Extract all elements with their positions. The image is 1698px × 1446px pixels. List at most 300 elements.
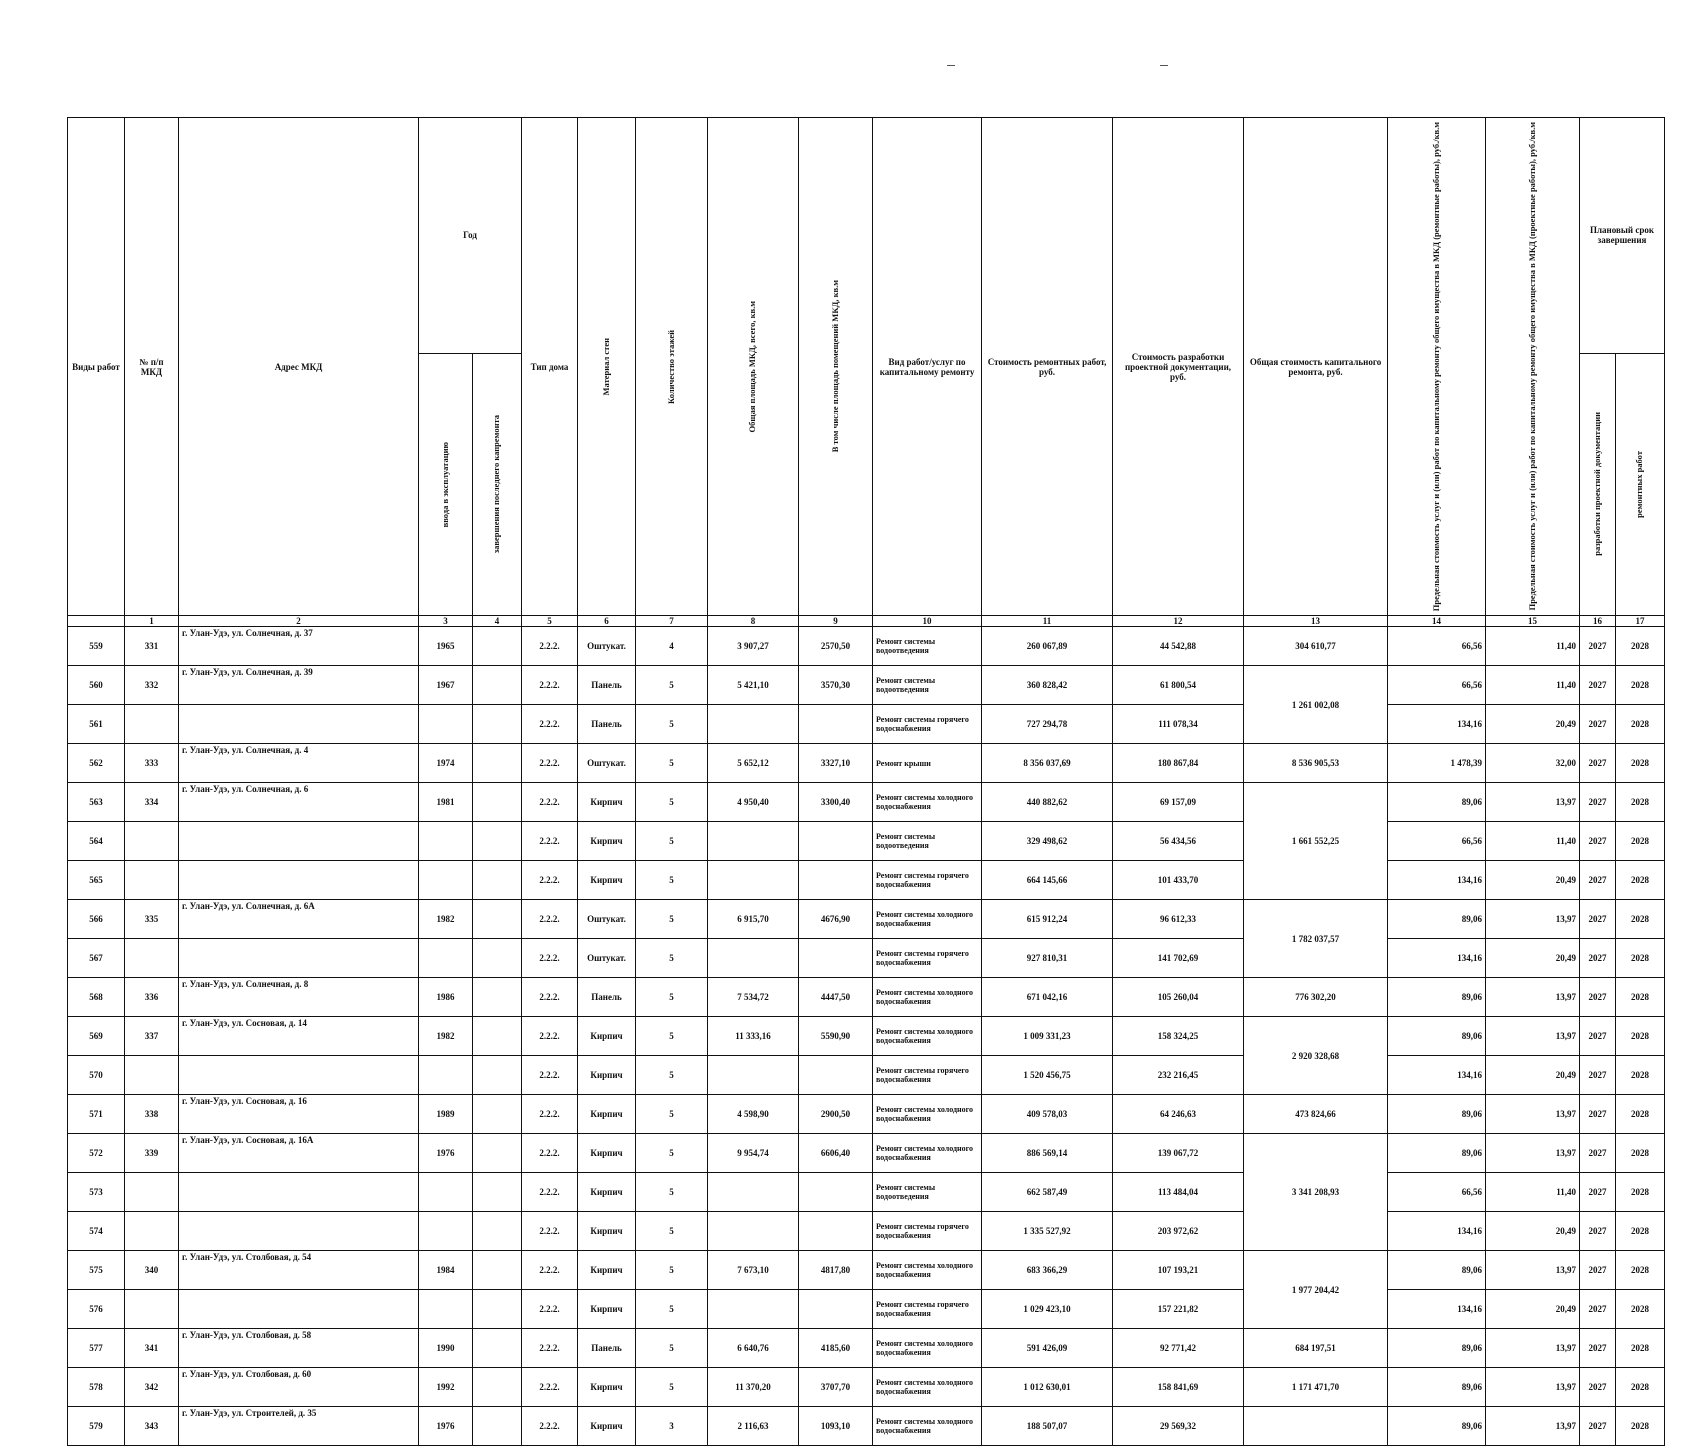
row-deadline-repair: 2028 xyxy=(1616,1407,1665,1446)
row-mkd-number: 332 xyxy=(125,666,179,705)
column-number: 14 xyxy=(1388,616,1486,627)
row-floors: 3 xyxy=(636,1407,708,1446)
row-address: г. Улан-Удэ, ул. Столбовая, д. 54 xyxy=(179,1251,419,1290)
row-premises-area: 4185,60 xyxy=(799,1329,873,1368)
header-house-type: Тип дома xyxy=(522,118,578,616)
row-mkd-number: 335 xyxy=(125,900,179,939)
row-work-number: 567 xyxy=(68,939,125,978)
row-total-area: 4 598,90 xyxy=(708,1095,799,1134)
row-limit-cost-design: 13,97 xyxy=(1486,1134,1580,1173)
column-number: 2 xyxy=(179,616,419,627)
row-year-commission: 1992 xyxy=(419,1368,473,1407)
row-deadline-design: 2027 xyxy=(1580,1368,1616,1407)
header-limit-cost-design: Предельная стоимость услуг и (или) работ по капитальному ремонту общего имущества в МКД (проектные работы), руб./кв.м xyxy=(1486,118,1580,616)
row-deadline-repair: 2028 xyxy=(1616,900,1665,939)
row-house-type: 2.2.2. xyxy=(522,1173,578,1212)
row-address xyxy=(179,1212,419,1251)
row-year-commission: 1974 xyxy=(419,744,473,783)
column-number: 1 xyxy=(125,616,179,627)
row-work-number: 568 xyxy=(68,978,125,1017)
table-row xyxy=(68,1095,1665,1134)
row-year-last-repair xyxy=(473,1290,522,1329)
row-limit-cost-design: 11,40 xyxy=(1486,666,1580,705)
row-total-area: 11 333,16 xyxy=(708,1017,799,1056)
row-floors: 5 xyxy=(636,939,708,978)
row-work-number: 577 xyxy=(68,1329,125,1368)
row-floors: 5 xyxy=(636,666,708,705)
row-deadline-design: 2027 xyxy=(1580,783,1616,822)
row-floors: 5 xyxy=(636,1251,708,1290)
row-limit-cost-design: 20,49 xyxy=(1486,1290,1580,1329)
row-premises-area xyxy=(799,1212,873,1251)
row-mkd-number: 337 xyxy=(125,1017,179,1056)
header-year-commission: ввода в эксплуатацию xyxy=(419,353,473,616)
row-floors: 5 xyxy=(636,1212,708,1251)
row-year-last-repair xyxy=(473,861,522,900)
row-work-number: 576 xyxy=(68,1290,125,1329)
column-number xyxy=(68,616,125,627)
header-limit-cost-repair: Предельная стоимость услуг и (или) работ по капитальному ремонту общего имущества в МКД (ремонтные работы), руб./кв.м xyxy=(1388,118,1486,616)
row-total-area xyxy=(708,1212,799,1251)
row-premises-area xyxy=(799,939,873,978)
row-house-type: 2.2.2. xyxy=(522,1056,578,1095)
table-row xyxy=(68,627,1665,666)
row-limit-cost-design: 32,00 xyxy=(1486,744,1580,783)
row-wall-material: Кирпич xyxy=(578,1017,636,1056)
row-year-commission: 1982 xyxy=(419,1017,473,1056)
row-mkd-number: 338 xyxy=(125,1095,179,1134)
row-address xyxy=(179,822,419,861)
row-design-cost: 92 771,42 xyxy=(1113,1329,1244,1368)
row-mkd-number: 343 xyxy=(125,1407,179,1446)
row-work-type: Ремонт системы холодного водоснабжения xyxy=(873,1251,982,1290)
row-repair-cost: 260 067,89 xyxy=(982,627,1113,666)
row-total-area: 7 673,10 xyxy=(708,1251,799,1290)
row-limit-cost-design: 11,40 xyxy=(1486,822,1580,861)
row-wall-material: Оштукат. xyxy=(578,900,636,939)
row-house-type: 2.2.2. xyxy=(522,705,578,744)
row-floors: 5 xyxy=(636,1173,708,1212)
row-year-commission: 1965 xyxy=(419,627,473,666)
row-total-area: 6 640,76 xyxy=(708,1329,799,1368)
row-floors: 5 xyxy=(636,705,708,744)
row-year-commission xyxy=(419,1173,473,1212)
row-deadline-design: 2027 xyxy=(1580,1251,1616,1290)
row-total-area: 5 652,12 xyxy=(708,744,799,783)
row-repair-cost: 188 507,07 xyxy=(982,1407,1113,1446)
row-year-commission xyxy=(419,1290,473,1329)
row-mkd-number xyxy=(125,861,179,900)
table-row xyxy=(68,1173,1665,1212)
row-total-area xyxy=(708,1173,799,1212)
row-work-type: Ремонт системы водоотведения xyxy=(873,666,982,705)
row-repair-cost: 8 356 037,69 xyxy=(982,744,1113,783)
table-row xyxy=(68,978,1665,1017)
row-wall-material: Кирпич xyxy=(578,1056,636,1095)
row-address: г. Улан-Удэ, ул. Строителей, д. 35 xyxy=(179,1407,419,1446)
row-house-type: 2.2.2. xyxy=(522,1212,578,1251)
table-row xyxy=(68,939,1665,978)
row-total-area: 2 116,63 xyxy=(708,1407,799,1446)
row-work-type: Ремонт системы водоотведения xyxy=(873,822,982,861)
row-total-cost: 1 171 471,70 xyxy=(1244,1368,1388,1407)
row-work-type: Ремонт системы холодного водоснабжения xyxy=(873,1017,982,1056)
row-mkd-number: 340 xyxy=(125,1251,179,1290)
row-design-cost: 232 216,45 xyxy=(1113,1056,1244,1095)
row-floors: 5 xyxy=(636,1017,708,1056)
row-wall-material: Кирпич xyxy=(578,1251,636,1290)
row-deadline-repair: 2028 xyxy=(1616,744,1665,783)
row-work-type: Ремонт системы водоотведения xyxy=(873,1173,982,1212)
row-deadline-repair: 2028 xyxy=(1616,1212,1665,1251)
row-house-type: 2.2.2. xyxy=(522,1368,578,1407)
row-address xyxy=(179,1056,419,1095)
row-wall-material: Панель xyxy=(578,1329,636,1368)
row-deadline-design: 2027 xyxy=(1580,1134,1616,1173)
row-work-type: Ремонт системы холодного водоснабжения xyxy=(873,978,982,1017)
row-address xyxy=(179,1290,419,1329)
header-repair-cost: Стоимость ремонтных работ, руб. xyxy=(982,118,1113,616)
row-address: г. Улан-Удэ, ул. Солнечная, д. 8 xyxy=(179,978,419,1017)
table-row xyxy=(68,900,1665,939)
row-premises-area xyxy=(799,822,873,861)
row-mkd-number xyxy=(125,822,179,861)
table-row xyxy=(68,822,1665,861)
row-year-commission xyxy=(419,861,473,900)
header-design-cost: Стоимость разработки проектной документации, руб. xyxy=(1113,118,1244,616)
column-number: 11 xyxy=(982,616,1113,627)
row-deadline-repair: 2028 xyxy=(1616,783,1665,822)
row-total-area xyxy=(708,705,799,744)
header-row xyxy=(68,118,1665,354)
table-body xyxy=(68,627,1665,1446)
row-deadline-design: 2027 xyxy=(1580,1173,1616,1212)
column-number: 5 xyxy=(522,616,578,627)
row-total-cost: 1 782 037,57 xyxy=(1244,900,1388,978)
row-year-last-repair xyxy=(473,1368,522,1407)
column-number: 8 xyxy=(708,616,799,627)
row-premises-area: 2900,50 xyxy=(799,1095,873,1134)
row-limit-cost-repair: 1 478,39 xyxy=(1388,744,1486,783)
row-design-cost: 69 157,09 xyxy=(1113,783,1244,822)
row-year-last-repair xyxy=(473,666,522,705)
row-deadline-design: 2027 xyxy=(1580,1212,1616,1251)
row-floors: 5 xyxy=(636,1134,708,1173)
row-year-commission: 1976 xyxy=(419,1134,473,1173)
row-year-last-repair xyxy=(473,1134,522,1173)
row-house-type: 2.2.2. xyxy=(522,822,578,861)
row-design-cost: 101 433,70 xyxy=(1113,861,1244,900)
row-limit-cost-repair: 66,56 xyxy=(1388,627,1486,666)
row-limit-cost-repair: 66,56 xyxy=(1388,822,1486,861)
row-house-type: 2.2.2. xyxy=(522,783,578,822)
row-wall-material: Кирпич xyxy=(578,1212,636,1251)
table-row xyxy=(68,1212,1665,1251)
row-year-commission xyxy=(419,1212,473,1251)
column-number: 16 xyxy=(1580,616,1616,627)
row-design-cost: 139 067,72 xyxy=(1113,1134,1244,1173)
row-house-type: 2.2.2. xyxy=(522,1407,578,1446)
capital-repair-table xyxy=(67,117,1665,1446)
row-total-cost: 776 302,20 xyxy=(1244,978,1388,1017)
row-limit-cost-repair: 66,56 xyxy=(1388,1173,1486,1212)
row-house-type: 2.2.2. xyxy=(522,1017,578,1056)
row-repair-cost: 683 366,29 xyxy=(982,1251,1113,1290)
table-row xyxy=(68,1251,1665,1290)
row-limit-cost-design: 13,97 xyxy=(1486,1095,1580,1134)
row-year-last-repair xyxy=(473,1056,522,1095)
row-mkd-number: 334 xyxy=(125,783,179,822)
header-deadline-repair: ремонтных работ xyxy=(1616,353,1665,616)
row-design-cost: 44 542,88 xyxy=(1113,627,1244,666)
row-wall-material: Панель xyxy=(578,705,636,744)
row-address xyxy=(179,861,419,900)
row-repair-cost: 409 578,03 xyxy=(982,1095,1113,1134)
row-design-cost: 203 972,62 xyxy=(1113,1212,1244,1251)
row-total-area: 9 954,74 xyxy=(708,1134,799,1173)
row-year-last-repair xyxy=(473,1251,522,1290)
row-limit-cost-design: 13,97 xyxy=(1486,783,1580,822)
row-limit-cost-design: 13,97 xyxy=(1486,900,1580,939)
table-row xyxy=(68,1134,1665,1173)
row-mkd-number: 336 xyxy=(125,978,179,1017)
header-deadline-design: разработки проектной документации xyxy=(1580,353,1616,616)
row-floors: 5 xyxy=(636,978,708,1017)
row-repair-cost: 1 520 456,75 xyxy=(982,1056,1113,1095)
row-total-cost: 1 977 204,42 xyxy=(1244,1251,1388,1329)
row-deadline-repair: 2028 xyxy=(1616,1095,1665,1134)
row-design-cost: 64 246,63 xyxy=(1113,1095,1244,1134)
row-mkd-number xyxy=(125,1173,179,1212)
row-limit-cost-repair: 134,16 xyxy=(1388,939,1486,978)
row-deadline-repair: 2028 xyxy=(1616,939,1665,978)
row-year-commission: 1967 xyxy=(419,666,473,705)
row-mkd-number xyxy=(125,939,179,978)
row-deadline-design: 2027 xyxy=(1580,1329,1616,1368)
row-total-cost: 1 261 002,08 xyxy=(1244,666,1388,744)
row-design-cost: 107 193,21 xyxy=(1113,1251,1244,1290)
row-deadline-repair: 2028 xyxy=(1616,1017,1665,1056)
row-deadline-design: 2027 xyxy=(1580,978,1616,1017)
row-year-last-repair xyxy=(473,1407,522,1446)
header-year-last-repair: завершения последнего капремонта xyxy=(473,353,522,616)
table-row xyxy=(68,1017,1665,1056)
row-design-cost: 96 612,33 xyxy=(1113,900,1244,939)
row-year-last-repair xyxy=(473,783,522,822)
row-house-type: 2.2.2. xyxy=(522,744,578,783)
row-work-type: Ремонт системы горячего водоснабжения xyxy=(873,939,982,978)
row-house-type: 2.2.2. xyxy=(522,861,578,900)
row-limit-cost-repair: 134,16 xyxy=(1388,1056,1486,1095)
row-house-type: 2.2.2. xyxy=(522,666,578,705)
row-premises-area: 3707,70 xyxy=(799,1368,873,1407)
table-row xyxy=(68,861,1665,900)
column-number: 17 xyxy=(1616,616,1665,627)
row-floors: 4 xyxy=(636,627,708,666)
row-deadline-design: 2027 xyxy=(1580,705,1616,744)
row-wall-material: Оштукат. xyxy=(578,939,636,978)
row-work-number: 563 xyxy=(68,783,125,822)
row-year-last-repair xyxy=(473,822,522,861)
row-limit-cost-repair: 89,06 xyxy=(1388,1251,1486,1290)
row-deadline-design: 2027 xyxy=(1580,939,1616,978)
header-premises-area: В том числе площадь помещений МКД, кв.м xyxy=(799,118,873,616)
scan-mark xyxy=(947,65,955,66)
row-year-commission xyxy=(419,939,473,978)
row-year-commission: 1986 xyxy=(419,978,473,1017)
row-design-cost: 29 569,32 xyxy=(1113,1407,1244,1446)
row-limit-cost-design: 20,49 xyxy=(1486,939,1580,978)
column-number: 9 xyxy=(799,616,873,627)
row-wall-material: Кирпич xyxy=(578,1290,636,1329)
row-total-cost: 1 661 552,25 xyxy=(1244,783,1388,900)
row-floors: 5 xyxy=(636,1368,708,1407)
row-limit-cost-design: 13,97 xyxy=(1486,1017,1580,1056)
row-deadline-repair: 2028 xyxy=(1616,978,1665,1017)
table-row xyxy=(68,1056,1665,1095)
row-total-area xyxy=(708,939,799,978)
row-total-cost: 2 920 328,68 xyxy=(1244,1017,1388,1095)
row-mkd-number xyxy=(125,1056,179,1095)
row-work-number: 579 xyxy=(68,1407,125,1446)
row-work-number: 570 xyxy=(68,1056,125,1095)
scan-mark xyxy=(1160,65,1168,66)
row-limit-cost-repair: 134,16 xyxy=(1388,1290,1486,1329)
row-limit-cost-design: 20,49 xyxy=(1486,1212,1580,1251)
row-deadline-repair: 2028 xyxy=(1616,627,1665,666)
row-wall-material: Кирпич xyxy=(578,783,636,822)
row-deadline-repair: 2028 xyxy=(1616,1290,1665,1329)
row-work-number: 564 xyxy=(68,822,125,861)
row-limit-cost-repair: 89,06 xyxy=(1388,900,1486,939)
table-row xyxy=(68,783,1665,822)
row-deadline-design: 2027 xyxy=(1580,900,1616,939)
capital-repair-table-sheet xyxy=(67,117,1664,1446)
row-mkd-number: 333 xyxy=(125,744,179,783)
row-year-commission: 1976 xyxy=(419,1407,473,1446)
row-wall-material: Кирпич xyxy=(578,1095,636,1134)
row-mkd-number: 339 xyxy=(125,1134,179,1173)
header-deadline: Плановый срок завершения xyxy=(1580,118,1665,354)
row-address: г. Улан-Удэ, ул. Сосновая, д. 16А xyxy=(179,1134,419,1173)
row-total-area xyxy=(708,1056,799,1095)
row-total-cost xyxy=(1244,1407,1388,1446)
header-year: Год xyxy=(419,118,522,354)
row-deadline-design: 2027 xyxy=(1580,861,1616,900)
row-year-last-repair xyxy=(473,744,522,783)
table-row xyxy=(68,705,1665,744)
row-deadline-repair: 2028 xyxy=(1616,705,1665,744)
row-limit-cost-design: 13,97 xyxy=(1486,1251,1580,1290)
row-deadline-design: 2027 xyxy=(1580,744,1616,783)
row-mkd-number: 331 xyxy=(125,627,179,666)
row-deadline-design: 2027 xyxy=(1580,1095,1616,1134)
row-wall-material: Панель xyxy=(578,666,636,705)
table-row xyxy=(68,1329,1665,1368)
row-address: г. Улан-Удэ, ул. Столбовая, д. 60 xyxy=(179,1368,419,1407)
row-wall-material: Кирпич xyxy=(578,861,636,900)
row-total-area: 11 370,20 xyxy=(708,1368,799,1407)
row-deadline-design: 2027 xyxy=(1580,1056,1616,1095)
row-work-number: 574 xyxy=(68,1212,125,1251)
row-design-cost: 61 800,54 xyxy=(1113,666,1244,705)
row-repair-cost: 440 882,62 xyxy=(982,783,1113,822)
row-year-last-repair xyxy=(473,900,522,939)
column-number: 13 xyxy=(1244,616,1388,627)
row-design-cost: 141 702,69 xyxy=(1113,939,1244,978)
row-premises-area: 5590,90 xyxy=(799,1017,873,1056)
table-row xyxy=(68,1407,1665,1446)
row-premises-area: 4447,50 xyxy=(799,978,873,1017)
row-house-type: 2.2.2. xyxy=(522,1095,578,1134)
row-deadline-repair: 2028 xyxy=(1616,1329,1665,1368)
row-limit-cost-design: 20,49 xyxy=(1486,861,1580,900)
row-total-area xyxy=(708,1290,799,1329)
row-deadline-design: 2027 xyxy=(1580,1017,1616,1056)
row-repair-cost: 1 009 331,23 xyxy=(982,1017,1113,1056)
row-floors: 5 xyxy=(636,861,708,900)
row-work-number: 565 xyxy=(68,861,125,900)
row-house-type: 2.2.2. xyxy=(522,900,578,939)
row-total-area: 7 534,72 xyxy=(708,978,799,1017)
row-work-number: 566 xyxy=(68,900,125,939)
row-premises-area: 4817,80 xyxy=(799,1251,873,1290)
row-repair-cost: 886 569,14 xyxy=(982,1134,1113,1173)
row-repair-cost: 1 012 630,01 xyxy=(982,1368,1113,1407)
row-repair-cost: 664 145,66 xyxy=(982,861,1113,900)
row-premises-area: 2570,50 xyxy=(799,627,873,666)
header-total-area: Общая площадь МКД, всего, кв.м xyxy=(708,118,799,616)
row-work-type: Ремонт системы холодного водоснабжения xyxy=(873,1329,982,1368)
row-premises-area xyxy=(799,1173,873,1212)
header-address: Адрес МКД xyxy=(179,118,419,616)
row-year-last-repair xyxy=(473,1173,522,1212)
row-year-commission xyxy=(419,822,473,861)
row-repair-cost: 360 828,42 xyxy=(982,666,1113,705)
row-design-cost: 105 260,04 xyxy=(1113,978,1244,1017)
row-work-type: Ремонт системы горячего водоснабжения xyxy=(873,1056,982,1095)
header-total-cost: Общая стоимость капитального ремонта, руб. xyxy=(1244,118,1388,616)
row-limit-cost-design: 13,97 xyxy=(1486,1407,1580,1446)
row-work-type: Ремонт системы холодного водоснабжения xyxy=(873,1095,982,1134)
row-wall-material: Кирпич xyxy=(578,1173,636,1212)
row-repair-cost: 329 498,62 xyxy=(982,822,1113,861)
row-wall-material: Оштукат. xyxy=(578,627,636,666)
header-wall-material: Материал стен xyxy=(578,118,636,616)
row-deadline-repair: 2028 xyxy=(1616,822,1665,861)
row-work-type: Ремонт системы горячего водоснабжения xyxy=(873,705,982,744)
row-wall-material: Кирпич xyxy=(578,1134,636,1173)
row-work-type: Ремонт системы холодного водоснабжения xyxy=(873,1407,982,1446)
row-limit-cost-design: 11,40 xyxy=(1486,627,1580,666)
row-year-last-repair xyxy=(473,1329,522,1368)
row-repair-cost: 1 029 423,10 xyxy=(982,1290,1113,1329)
row-design-cost: 157 221,82 xyxy=(1113,1290,1244,1329)
row-year-last-repair xyxy=(473,627,522,666)
row-address: г. Улан-Удэ, ул. Солнечная, д. 6 xyxy=(179,783,419,822)
row-premises-area xyxy=(799,1290,873,1329)
column-number: 12 xyxy=(1113,616,1244,627)
row-year-last-repair xyxy=(473,939,522,978)
header-work-type: Вид работ/услуг по капитальному ремонту xyxy=(873,118,982,616)
row-work-type: Ремонт системы горячего водоснабжения xyxy=(873,1290,982,1329)
table-row xyxy=(68,1290,1665,1329)
row-deadline-design: 2027 xyxy=(1580,666,1616,705)
column-number: 10 xyxy=(873,616,982,627)
row-house-type: 2.2.2. xyxy=(522,939,578,978)
row-limit-cost-design: 20,49 xyxy=(1486,1056,1580,1095)
row-address: г. Улан-Удэ, ул. Солнечная, д. 6А xyxy=(179,900,419,939)
